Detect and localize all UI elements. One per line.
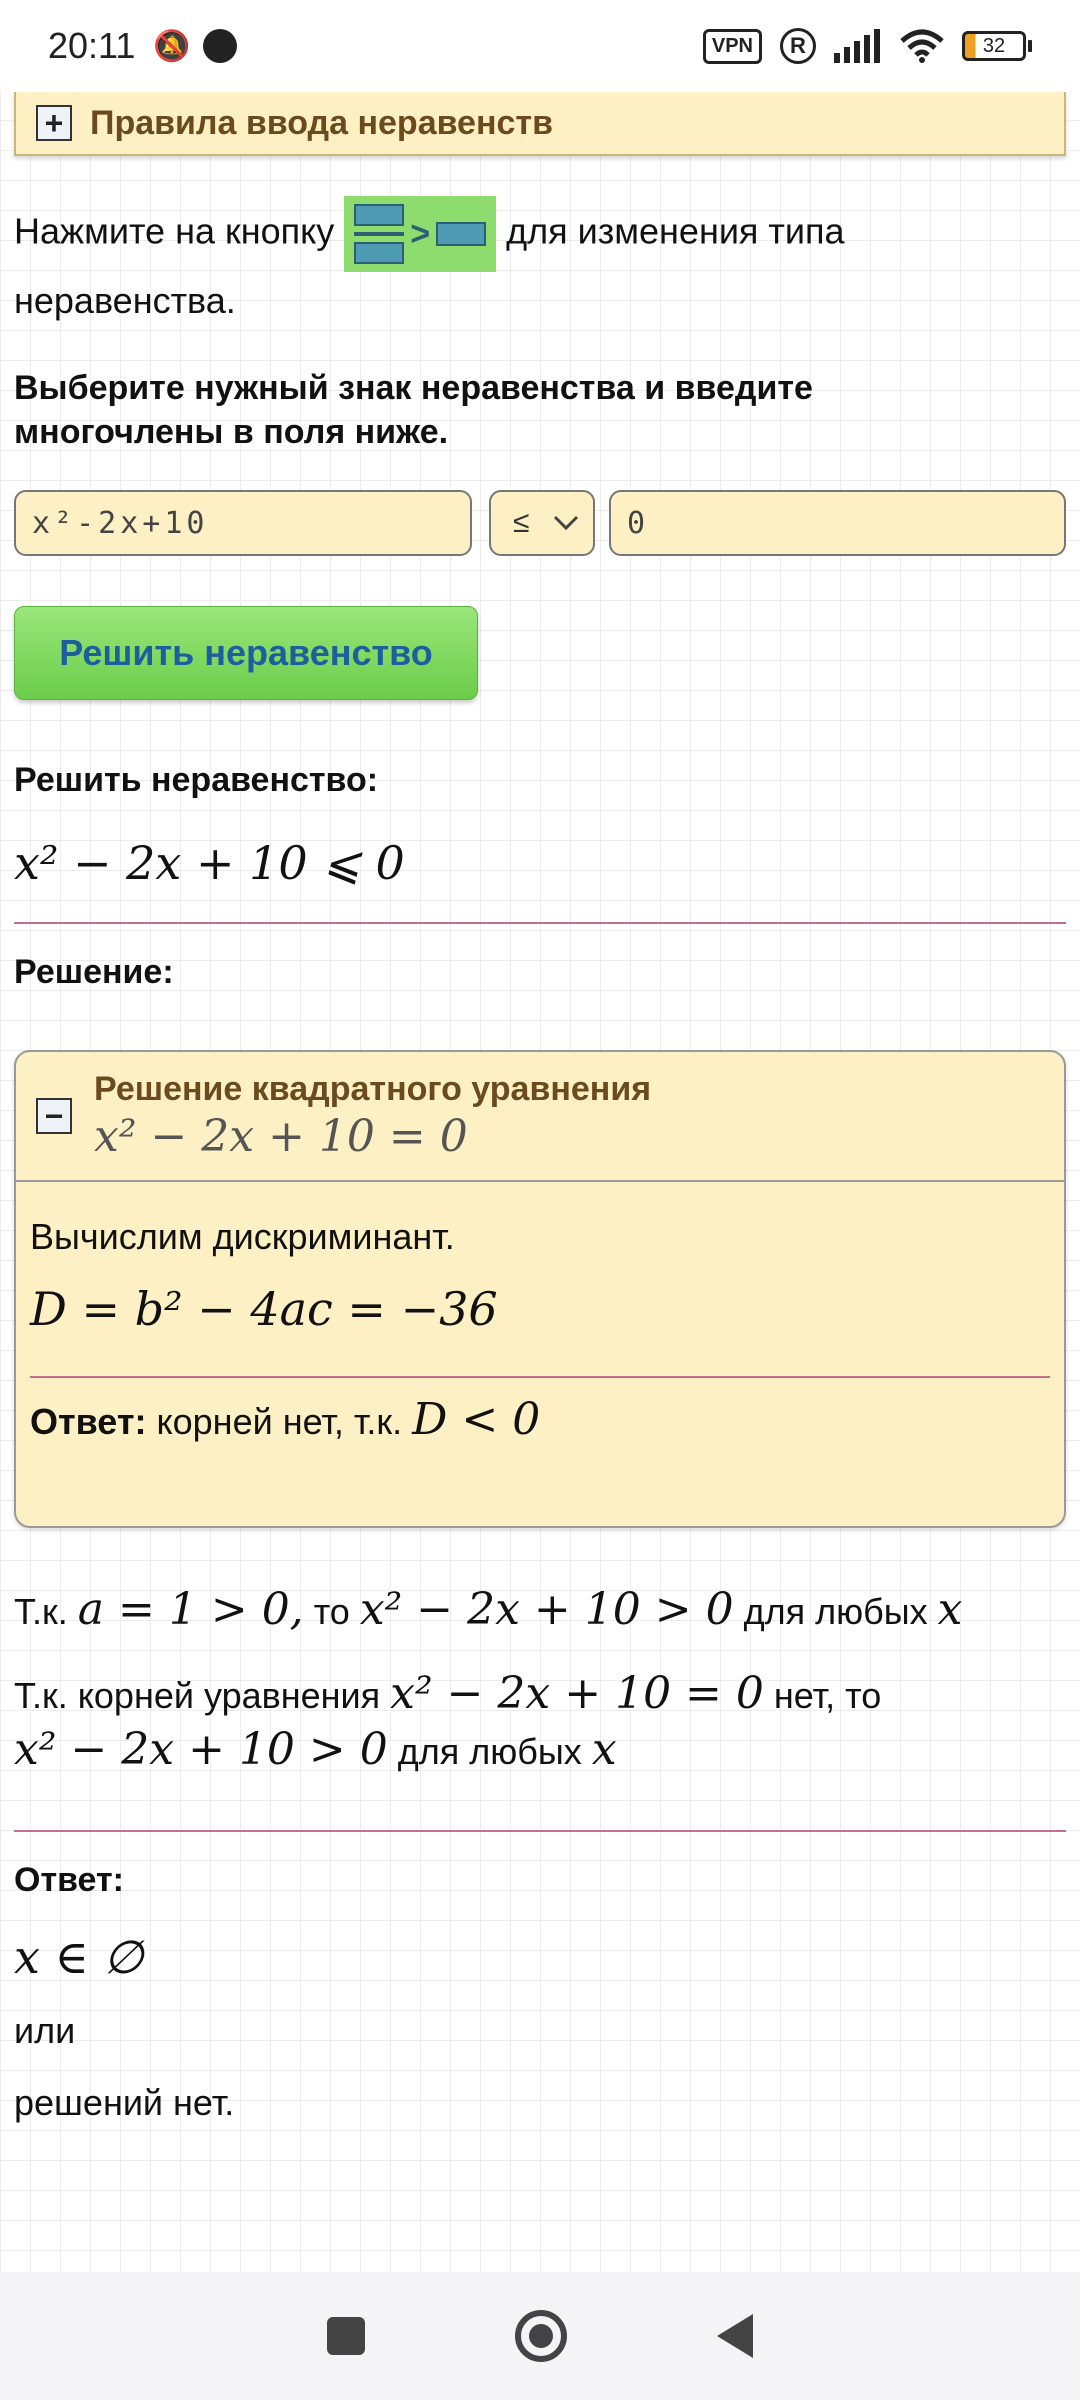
inequality-type-button[interactable]: [344, 196, 496, 272]
status-bar: [0, 0, 1080, 92]
mute-icon: 🔕: [153, 29, 191, 63]
reasoning-line-2: [14, 1668, 881, 1719]
quadratic-solution-panel: [14, 1050, 1066, 1528]
recents-button[interactable]: [327, 2317, 365, 2355]
panel-answer-label: Ответ:: [30, 1401, 147, 1442]
fraction-icon: [354, 204, 404, 264]
hint-paragraph: [14, 196, 1066, 272]
signal-icon: [834, 29, 882, 63]
left-polynomial-input[interactable]: x²-2x+10: [14, 490, 472, 556]
answer-text: решений нет.: [14, 2082, 235, 2123]
problem-expression: x² − 2x + 10 ⩽ 0: [14, 836, 405, 890]
battery-level: 32: [962, 31, 1026, 61]
hint-suffix: для изменения типа: [506, 210, 845, 252]
answer-set: x ∈ ∅: [14, 1930, 144, 1984]
divider: [14, 922, 1066, 924]
clock: 20:11: [48, 25, 136, 66]
reasoning-line-3: [14, 1724, 617, 1775]
panel-title: Решение квадратного уравнения: [94, 1070, 652, 1108]
reasoning-math: a = 1 > 0,: [77, 1584, 304, 1635]
right-polynomial-input[interactable]: 0: [609, 490, 1066, 556]
home-button[interactable]: [515, 2310, 567, 2362]
reasoning-line-1: [14, 1584, 962, 1635]
greater-than-icon: >: [410, 214, 431, 253]
reasoning-math: x: [937, 1584, 963, 1635]
panel-equation: x² − 2x + 10 = 0: [94, 1111, 468, 1162]
hint-line2: неравенства.: [14, 280, 236, 321]
reasoning-math: x² − 2x + 10 > 0: [14, 1724, 388, 1775]
system-nav-bar: [0, 2272, 1080, 2400]
reasoning-text: Т.к.: [14, 1591, 68, 1632]
input-rules-header[interactable]: [14, 92, 1066, 156]
reasoning-math: x² − 2x + 10 > 0: [359, 1584, 734, 1635]
panel-answer-text: корней нет, т.к.: [156, 1401, 403, 1442]
panel-divider: [30, 1376, 1050, 1378]
panel-answer-math: D < 0: [412, 1394, 541, 1445]
reasoning-text: Т.к. корней уравнения: [14, 1675, 381, 1716]
chevron-down-icon: [553, 515, 579, 531]
inequality-sign-select[interactable]: [489, 490, 595, 556]
answer-heading: Ответ:: [14, 1861, 124, 1899]
discriminant-formula: D = b² − 4ac = −36: [30, 1282, 498, 1336]
box-icon: [436, 222, 486, 246]
collapse-icon[interactable]: −: [36, 1098, 72, 1134]
reasoning-math: x: [591, 1724, 617, 1775]
answer-or: или: [14, 2010, 76, 2051]
battery-icon: [962, 31, 1032, 61]
problem-heading: Решить неравенство:: [14, 761, 379, 799]
expand-icon[interactable]: +: [36, 105, 72, 141]
panel-answer: [30, 1394, 1050, 1445]
reasoning-text: для любых: [743, 1591, 928, 1632]
reasoning-text: для любых: [397, 1731, 582, 1772]
solution-heading: Решение:: [14, 953, 174, 991]
wifi-icon: [900, 29, 944, 63]
vpn-icon: VPN: [703, 29, 762, 64]
input-rules-title: Правила ввода неравенств: [90, 103, 553, 142]
solve-inequality-button[interactable]: Решить неравенство: [14, 606, 478, 700]
reasoning-math: x² − 2x + 10 = 0: [390, 1668, 764, 1719]
hint-prefix: Нажмите на кнопку: [14, 210, 335, 252]
reasoning-text: нет, то: [773, 1675, 882, 1716]
record-dot-icon: [203, 29, 237, 63]
reasoning-text: то: [313, 1591, 350, 1632]
instruction-text: Выберите нужный знак неравенства и введите многочлены в поля ниже.: [14, 369, 813, 452]
discriminant-text: Вычислим дискриминант.: [30, 1216, 455, 1257]
selected-sign: ≤: [513, 506, 530, 539]
back-button[interactable]: [717, 2314, 753, 2358]
quadratic-panel-header[interactable]: [16, 1052, 1064, 1182]
registered-icon: R: [780, 28, 816, 64]
divider: [14, 1830, 1066, 1832]
